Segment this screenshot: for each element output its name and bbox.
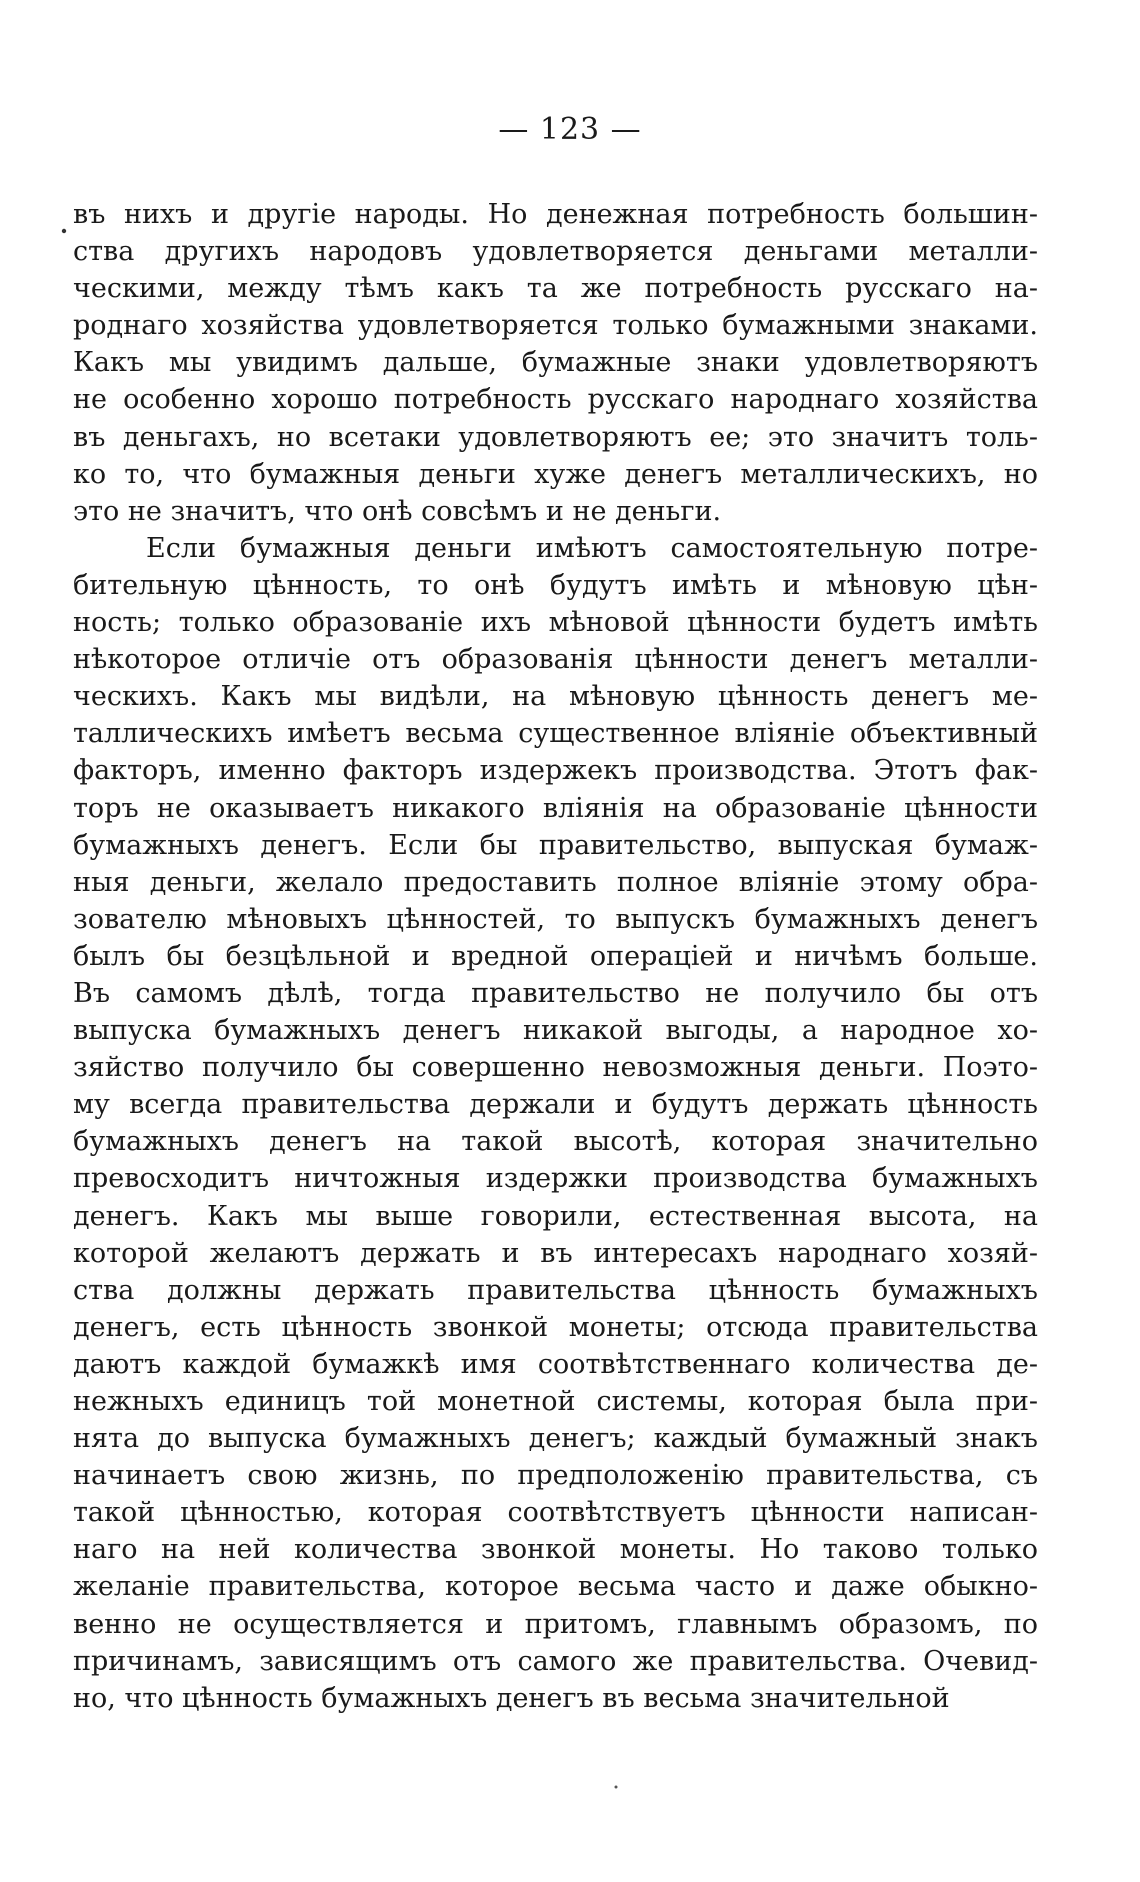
text-line: не особенно хорошо потребность русскаго народнаго хозяйства <box>73 384 1038 416</box>
text-line: причинамъ, зависящимъ отъ самого же правительства. Очевид- <box>73 1645 1038 1677</box>
text-line: ныя деньги, желало предоставить полное влiянiе этому обра- <box>73 866 1038 898</box>
text-line: нежныхъ единицъ той монетной системы, которая была при- <box>73 1386 1038 1417</box>
text-line: наго на ней количества звонкой монеты. Но таково только <box>73 1534 1038 1566</box>
text-line: ства должны держать правительства цѣнность бумажныхъ <box>73 1274 1038 1306</box>
text-line: но, что цѣнность бумажныхъ денегъ въ весьма значительной <box>73 1682 950 1714</box>
text-line: ческихъ. Какъ мы видѣли, на мѣновую цѣнность денегъ ме- <box>73 681 1038 713</box>
text-line: ко то, что бумажныя деньги хуже денегъ металлическихъ, но <box>73 458 1038 490</box>
text-line: ства другихъ народовъ удовлетворяется деньгами металли- <box>73 236 1038 268</box>
text-line: нѣкоторое отличiе отъ образованiя цѣнности денегъ металли- <box>73 644 1038 676</box>
text-line: ность; только образованiе ихъ мѣновой цѣнности будетъ имѣть <box>73 607 1038 639</box>
text-line: таллическихъ имѣетъ весьма существенное влiянiе объективный <box>73 718 1038 750</box>
text-line: Какъ мы увидимъ дальше, бумажные знаки удовлетворяютъ <box>73 347 1038 379</box>
paragraph-2 <box>73 530 1038 1717</box>
text-line: въ деньгахъ, но всетаки удовлетворяютъ ее; это значитъ толь- <box>73 421 1038 453</box>
text-line: въ нихъ и другiе народы. Но денежная потребность большин- <box>73 199 1038 230</box>
text-line: желанiе правительства, которое весьма часто и даже обыкно- <box>73 1571 1038 1603</box>
text-line: Если бумажныя деньги имѣютъ самостоятельную потре- <box>146 532 1038 564</box>
page-number: — 123 — <box>498 112 642 147</box>
text-line: денегъ. Какъ мы выше говорили, естественная высота, на <box>73 1200 1038 1232</box>
paragraph-1 <box>73 196 1038 530</box>
text-line: венно не осуществляется и притомъ, главнымъ образомъ, по <box>73 1608 1038 1640</box>
text-line: му всегда правительства держали и будутъ держать цѣнность <box>73 1089 1038 1121</box>
text-line: былъ бы безцѣльной и вредной операцiей и ничѣмъ больше. <box>73 940 1038 972</box>
text-line: денегъ, есть цѣнность звонкой монеты; отсюда правительства <box>73 1311 1038 1343</box>
text-line: выпуска бумажныхъ денегъ никакой выгоды, а народное хо- <box>73 1015 1038 1047</box>
text-line: это не значитъ, что онѣ совсѣмъ и не деньги. <box>73 495 722 527</box>
text-line: ческими, между тѣмъ какъ та же потребность русскаго на- <box>73 273 1038 305</box>
text-line: зяйство получило бы совершенно невозможныя деньги. Поэто- <box>73 1052 1038 1084</box>
text-line: роднаго хозяйства удовлетворяется только бумажными знаками. <box>73 310 1038 342</box>
text-line: бительную цѣнность, то онѣ будутъ имѣть и мѣновую цѣн- <box>73 569 1038 601</box>
text-line: факторъ, именно факторъ издержекъ производства. Этотъ фак- <box>73 755 1038 787</box>
text-line: начинаетъ свою жизнь, по предположенiю правительства, съ <box>73 1460 1038 1492</box>
text-line: превосходитъ ничтожныя издержки производства бумажныхъ <box>73 1163 1038 1195</box>
text-line: такой цѣнностью, которая соотвѣтствуетъ цѣнности написан- <box>73 1497 1038 1529</box>
text-line: Въ самомъ дѣлѣ, тогда правительство не получило бы отъ <box>73 977 1038 1009</box>
text-line: торъ не оказываетъ никакого влiянiя на образованiе цѣнности <box>73 792 1038 824</box>
text-line: бумажныхъ денегъ. Если бы правительство, выпуская бумаж- <box>73 829 1038 861</box>
text-line: зователю мѣновыхъ цѣнностей, то выпускъ бумажныхъ денегъ <box>73 903 1038 935</box>
text-line: нята до выпуска бумажныхъ денегъ; каждый бумажный знакъ <box>73 1423 1038 1455</box>
text-line: которой желаютъ держать и въ интересахъ народнаго хозяй- <box>73 1237 1038 1269</box>
text-line: бумажныхъ денегъ на такой высотѣ, которая значительно <box>73 1126 1038 1158</box>
body-text <box>73 196 1038 1717</box>
text-line: даютъ каждой бумажкѣ имя соотвѣтственнаго количества де- <box>73 1348 1038 1380</box>
